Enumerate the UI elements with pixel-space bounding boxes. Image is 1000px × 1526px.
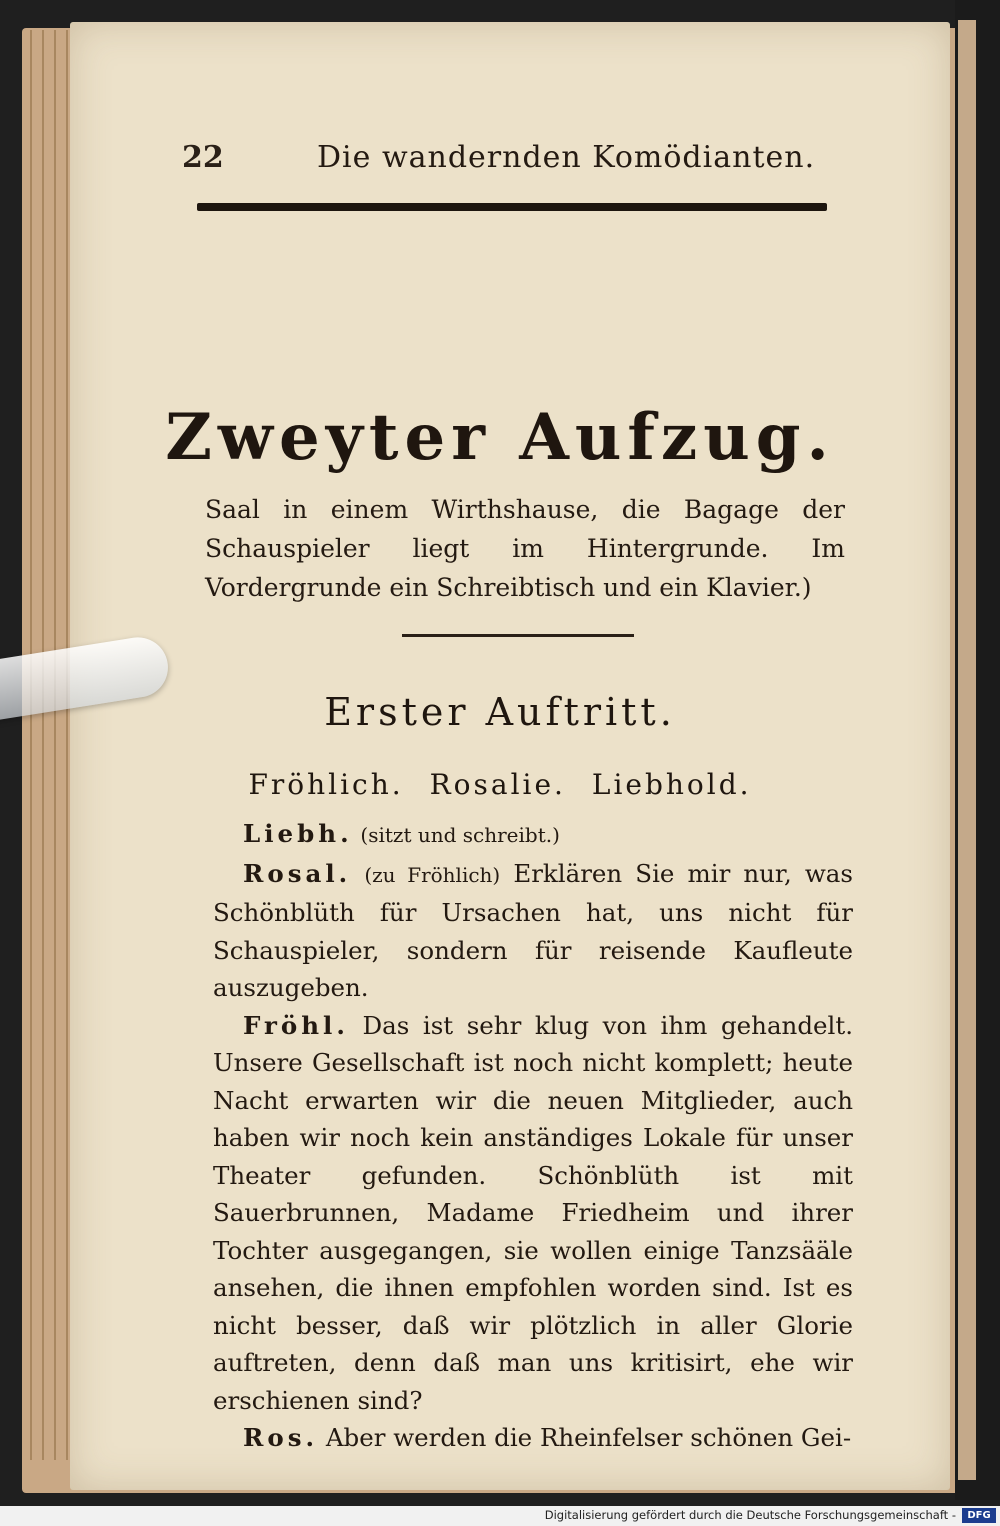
- page-edge: [30, 30, 32, 1460]
- dfg-logo: DFG: [962, 1508, 996, 1523]
- act-title: Zweyter Aufzug.: [165, 400, 835, 475]
- section-rule: [402, 634, 634, 637]
- speaker-name: Ros.: [243, 1423, 319, 1452]
- stage-direction: Saal in einem Wirthshause, die Bagage der Schauspieler liegt im Hintergrunde. Im Vordergrunde ein Schreibtisch und ein Klavier.): [205, 495, 845, 602]
- line-text: Aber werden die Rheinfelser schönen Gei-: [325, 1423, 852, 1452]
- stage-note: (zu Fröhlich): [364, 862, 501, 887]
- header-rule: [197, 203, 827, 211]
- page-edge: [66, 30, 68, 1460]
- stage-note: (sitzt und schreibt.): [360, 823, 560, 847]
- page-edge: [42, 30, 44, 1460]
- speaker-name: Liebh.: [243, 819, 353, 848]
- speaker-name: Fröhl.: [243, 1010, 349, 1040]
- page-header: [182, 140, 842, 180]
- funding-credit: Digitalisierung gefördert durch die Deutsche Forschungsgemeinschaft -: [544, 1508, 956, 1522]
- speaker-name: Rosal.: [243, 858, 352, 888]
- dialogue-line: [213, 1007, 853, 1420]
- dialogue-line: [213, 855, 853, 1007]
- page-number: 22: [182, 140, 224, 175]
- line-text: Das ist sehr klug von ihm gehandelt. Unsere Gesellschaft ist noch nicht komplett; heute Nacht erwarten wir die neuen Mitglieder, auch haben wir noch kein anständiges Lokale für unser Theater gefunden. Schönblüth ist mit Sauerbrunnen, Madame Friedheim und ihrer Tochter ausgegangen, sie wollen einige Tanzsääle ansehen, die ihnen empfohlen worden sind. Ist es nicht besser, daß wir plötzlich in aller Glorie auftreten, denn daß man uns kritisirt, ehe wir erschienen sind?: [213, 1010, 853, 1415]
- running-title: Die wandernden Komödianten.: [317, 140, 816, 175]
- dialogue-line: [213, 1419, 853, 1457]
- dialogue-line: [213, 815, 853, 855]
- scene-title: Erster Auftritt.: [324, 690, 676, 734]
- footer-bar: [0, 1506, 1000, 1526]
- page-edge: [54, 30, 56, 1460]
- line-text: Erklären Sie mir nur, was Schönblüth für Ursachen hat, uns nicht für Schauspieler, sondern für reisende Kaufleute auszugeben.: [213, 858, 853, 1002]
- opposite-page-edge: [958, 20, 976, 1480]
- character-list: Fröhlich. Rosalie. Liebhold.: [248, 768, 752, 801]
- dialogue: [213, 815, 853, 1457]
